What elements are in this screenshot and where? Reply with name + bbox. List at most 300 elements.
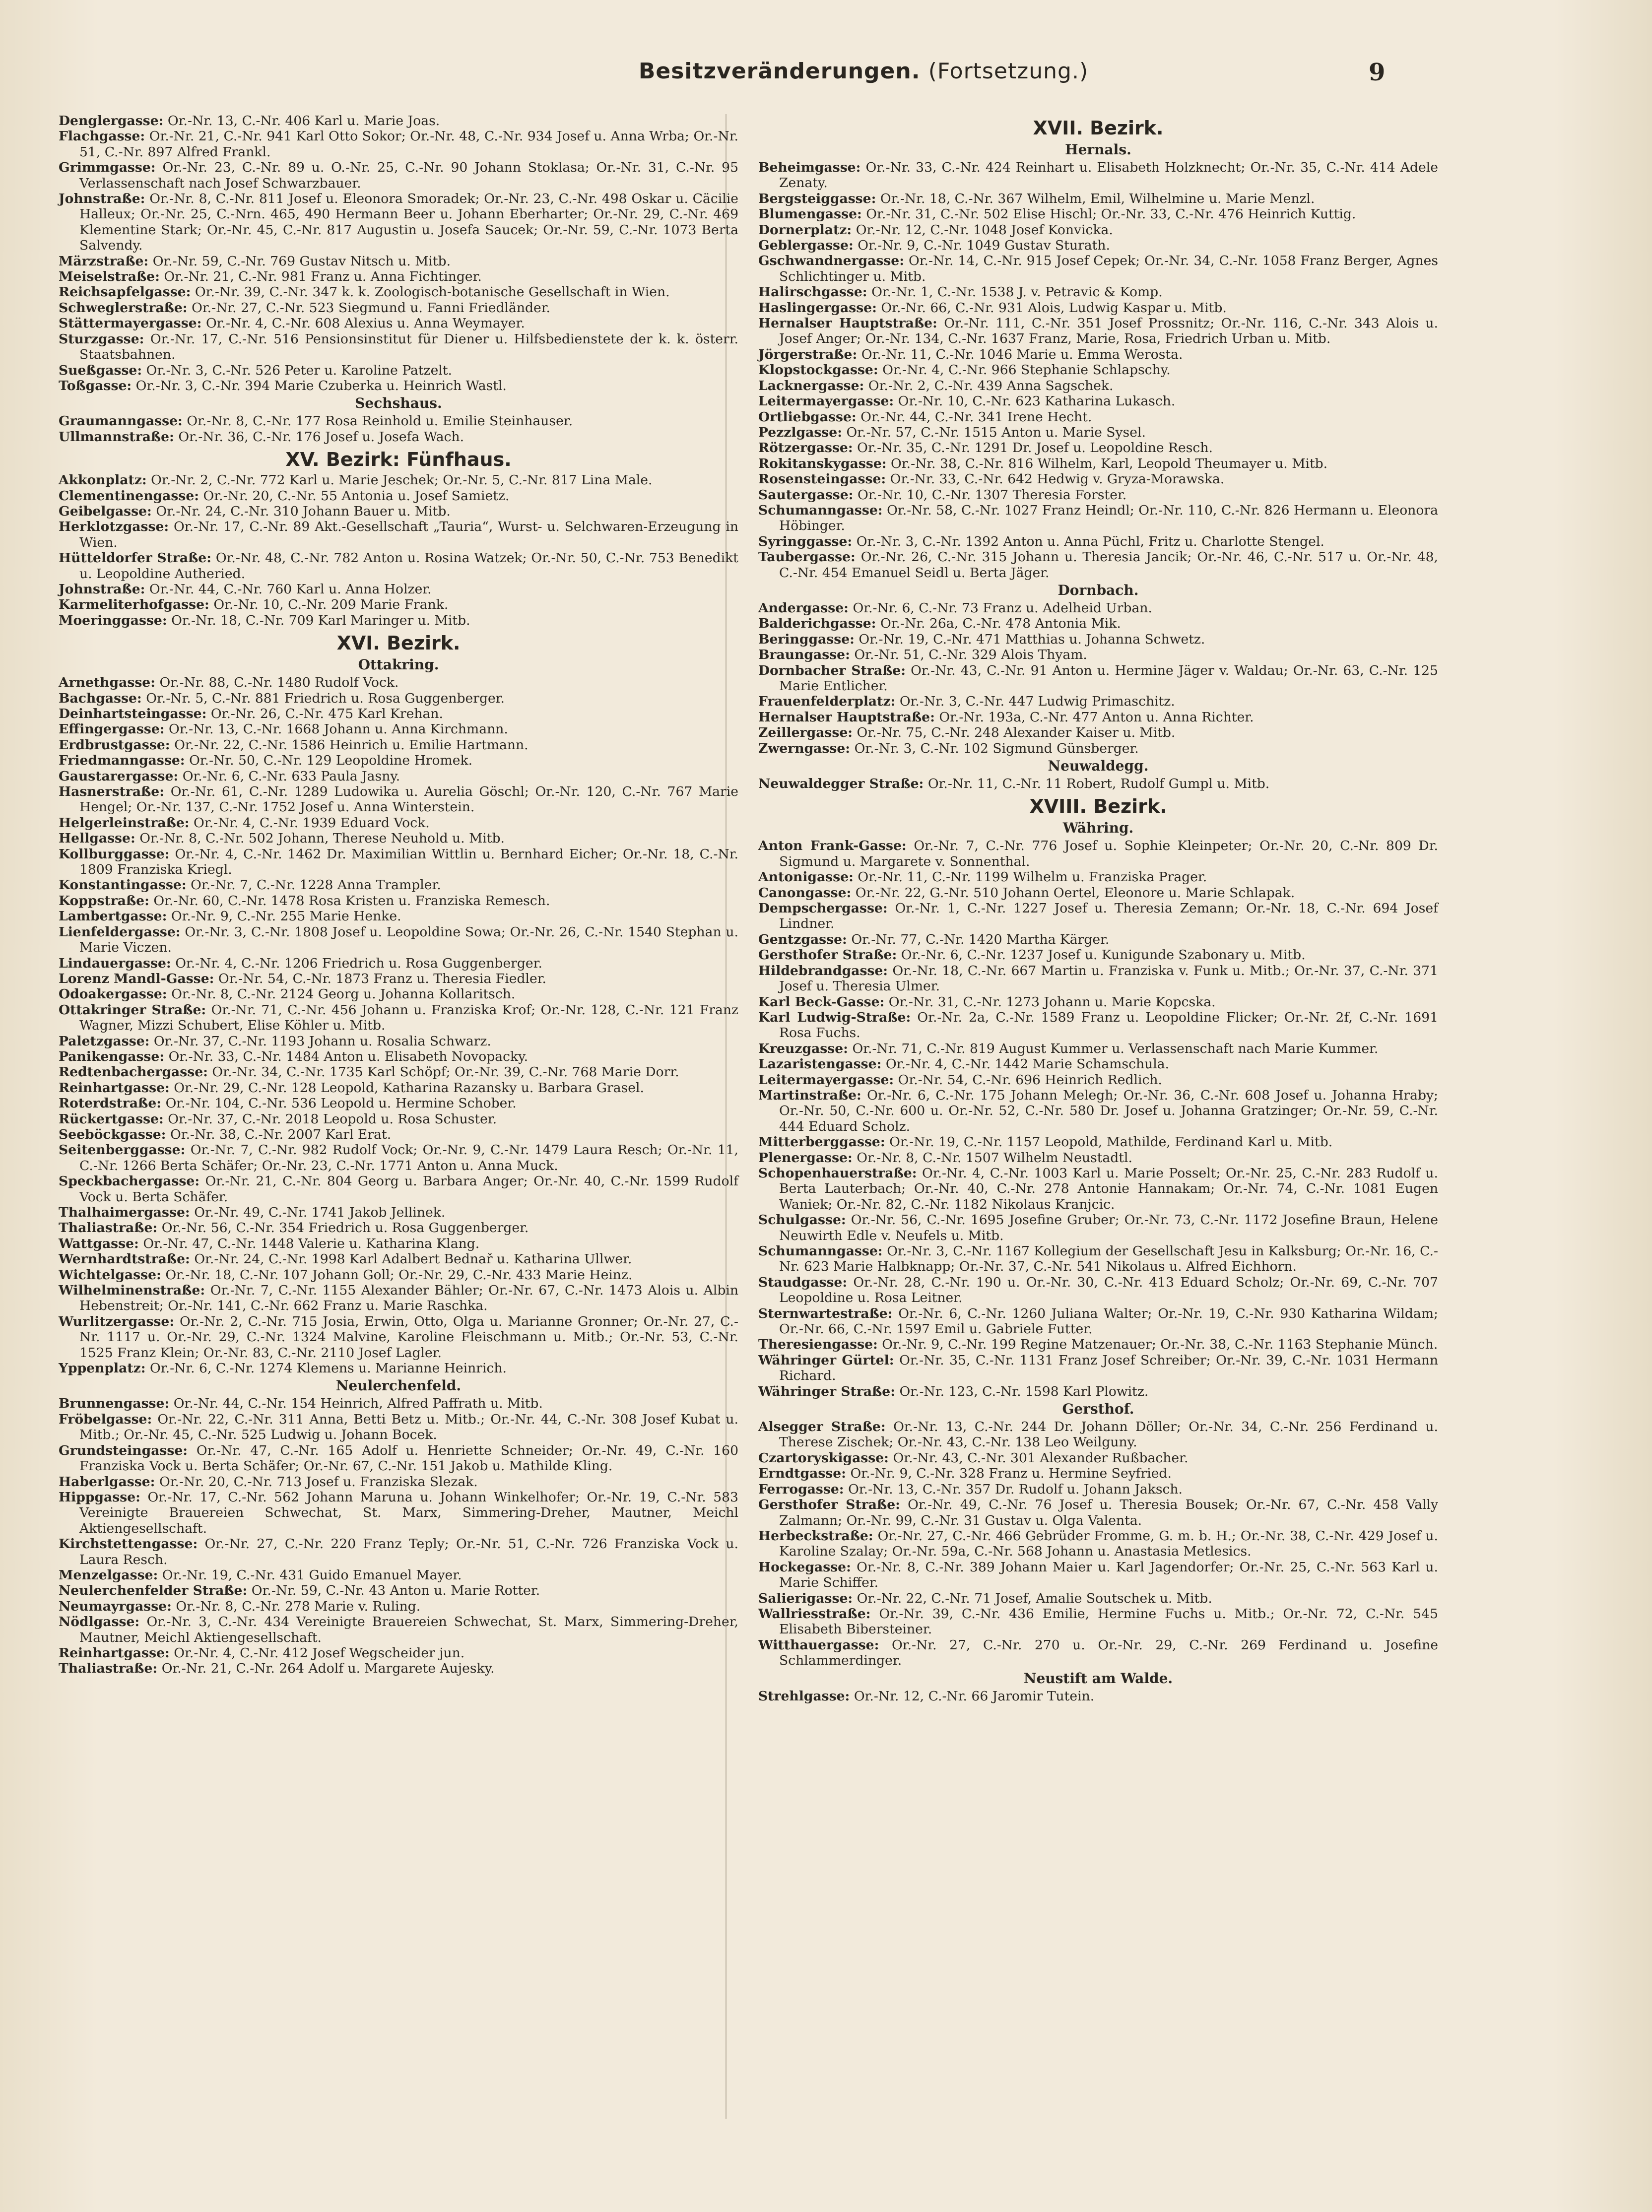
entry-text: Or.-Nr. 19, C.-Nr. 431 Guido Emanuel Mayer. — [162, 1567, 462, 1583]
street-name: Strehlgasse: — [758, 1688, 850, 1704]
property-entry — [758, 1482, 1438, 1497]
entry-text: Or.-Nr. 34, C.-Nr. 1735 Karl Schöpf; Or.-Nr. 39, C.-Nr. 768 Marie Dorr. — [212, 1064, 679, 1080]
entry-text: Or.-Nr. 38, C.-Nr. 2007 Karl Erat. — [170, 1126, 392, 1142]
property-entry — [758, 741, 1438, 756]
street-name: Wernhardtstraße: — [59, 1251, 190, 1267]
entry-text: Or.-Nr. 26, C.-Nr. 475 Karl Krehan. — [210, 706, 443, 721]
street-name: Lazaristengasse: — [758, 1056, 882, 1072]
entry-text: Or.-Nr. 37, C.-Nr. 1193 Johann u. Rosalia Schwarz. — [153, 1033, 491, 1049]
property-entry — [59, 129, 738, 160]
entry-text: Or.-Nr. 28, C.-Nr. 190 u. Or.-Nr. 30, C.-Nr. 413 Eduard Scholz; Or.-Nr. 69, C.-Nr. 707 Leopoldine u. Rosa Leitner. — [779, 1274, 1438, 1306]
entry-text: Or.-Nr. 8, C.-Nr. 2124 Georg u. Johanna Kollaritsch. — [171, 986, 516, 1002]
street-name: Salierigasse: — [758, 1590, 853, 1606]
property-entry — [758, 534, 1438, 549]
street-name: Herbeckstraße: — [758, 1528, 873, 1544]
property-entry — [758, 409, 1438, 425]
street-name: Panikengasse: — [59, 1048, 165, 1064]
street-name: Graumanngasse: — [59, 413, 183, 429]
title-main: Besitzveränderungen. — [638, 59, 921, 84]
property-entry — [59, 413, 738, 429]
entry-text: Or.-Nr. 48, C.-Nr. 782 Anton u. Rosina Watzek; Or.-Nr. 50, C.-Nr. 753 Benedikt u. Leopoldine Autheried. — [79, 550, 738, 582]
street-name: Bergsteiggasse: — [758, 191, 876, 206]
street-name: Anton Frank-Gasse: — [758, 838, 907, 854]
entry-text: Or.-Nr. 20, C.-Nr. 55 Antonia u. Josef Samietz. — [203, 488, 510, 504]
street-name: Balderichgasse: — [758, 616, 876, 632]
street-name: Grundsteingasse: — [59, 1442, 188, 1458]
street-name: Kirchstettengasse: — [59, 1536, 198, 1552]
property-entry — [59, 753, 738, 768]
street-name: Neumayrgasse: — [59, 1598, 172, 1614]
property-entry — [758, 1591, 1438, 1606]
property-entry — [758, 663, 1438, 694]
street-name: Friedmanngasse: — [59, 753, 185, 769]
property-entry — [758, 1419, 1438, 1450]
street-name: Grimmgasse: — [59, 160, 156, 176]
entry-text: Or.-Nr. 4, C.-Nr. 1462 Dr. Maximilian Wittlin u. Bernhard Eicher; Or.-Nr. 18, C.-Nr. 1809 Franziska Kriegl. — [79, 846, 738, 878]
property-entry — [59, 504, 738, 519]
entry-text: Or.-Nr. 54, C.-Nr. 696 Heinrich Redlich. — [898, 1072, 1162, 1088]
property-entry — [59, 1220, 738, 1236]
property-entry — [59, 597, 738, 612]
property-entry — [758, 1150, 1438, 1166]
property-entry — [59, 1645, 738, 1661]
subdistrict-heading: Dornbach. — [1057, 582, 1139, 598]
property-entry — [59, 986, 738, 1002]
entry-text: Or.-Nr. 18, C.-Nr. 107 Johann Goll; Or.-Nr. 29, C.-Nr. 433 Marie Heinz. — [165, 1267, 633, 1283]
entry-text: Or.-Nr. 18, C.-Nr. 367 Wilhelm, Emil, Wilhelmine u. Marie Menzl. — [880, 191, 1315, 206]
entry-text: Or.-Nr. 35, C.-Nr. 1131 Franz Josef Schreiber; Or.-Nr. 39, C.-Nr. 1031 Hermann Richard. — [779, 1352, 1438, 1384]
entry-text: Or.-Nr. 17, C.-Nr. 516 Pensionsinstitut für Diener u. Hilfsbedienstete der k. k. österr. Staatsbahnen. — [79, 331, 738, 363]
street-name: Kollburggasse: — [59, 846, 170, 862]
property-entry — [758, 1010, 1438, 1041]
property-entry — [59, 846, 738, 878]
entry-text: Or.-Nr. 44, C.-Nr. 154 Heinrich, Alfred Paffrath u. Mitb. — [173, 1396, 543, 1412]
street-name: Paletzgasse: — [59, 1033, 150, 1049]
entry-text: Or.-Nr. 27, C.-Nr. 466 Gebrüder Fromme, G. m. b. H.; Or.-Nr. 38, C.-Nr. 429 Josef u. Karoline Szalay; Or.-Nr. 59a, C.-Nr. 568 Johann u. Anastasia Metlesics. — [779, 1528, 1438, 1560]
property-entry — [59, 1661, 738, 1676]
district-heading: XV. Bezirk: Fünfhaus. — [285, 449, 512, 471]
street-name: Schweglerstraße: — [59, 300, 188, 316]
entry-text: Or.-Nr. 4, C.-Nr. 1003 Karl u. Marie Posselt; Or.-Nr. 25, C.-Nr. 283 Rudolf u. Berta Lauterbach; Or.-Nr. 40, C.-Nr. 278 Antonie Hannakam; Or.-Nr. 74, C.-Nr. 1081 Eugen Waniek; Or.-Nr. 82, C.-Nr. 1182 Nikolaus Kranjcic. — [779, 1165, 1438, 1212]
entry-text: Or.-Nr. 33, C.-Nr. 424 Reinhart u. Elisabeth Holzknecht; Or.-Nr. 35, C.-Nr. 414 Adele Zenaty. — [779, 160, 1438, 191]
entry-text: Or.-Nr. 58, C.-Nr. 1027 Franz Heindl; Or.-Nr. 110, C.-Nr. 826 Hermann u. Eleonora Höbinger. — [779, 502, 1438, 534]
property-entry — [59, 1080, 738, 1096]
property-entry — [758, 1497, 1438, 1528]
property-entry — [758, 1134, 1438, 1150]
property-entry — [59, 191, 738, 254]
street-name: Czartoryskigasse: — [758, 1450, 889, 1466]
property-entry — [59, 831, 738, 846]
entry-text: Or.-Nr. 193a, C.-Nr. 477 Anton u. Anna Richter. — [939, 709, 1254, 725]
street-name: Sautergasse: — [758, 487, 854, 503]
entry-text: Or.-Nr. 75, C.-Nr. 248 Alexander Kaiser u. Mitb. — [857, 725, 1176, 741]
entry-text: Or.-Nr. 18, C.-Nr. 667 Martin u. Franziska v. Funk u. Mitb.; Or.-Nr. 37, C.-Nr. 371 Josef u. Theresia Ulmer. — [779, 963, 1438, 994]
entry-text: Or.-Nr. 71, C.-Nr. 819 August Kummer u. Verlassenschaft nach Marie Kummer. — [852, 1041, 1379, 1056]
entry-text: Or.-Nr. 27, C.-Nr. 523 Siegmund u. Fanni Friedländer. — [192, 300, 550, 316]
property-entry — [758, 725, 1438, 740]
entry-text: Or.-Nr. 3, C.-Nr. 394 Marie Czuberka u. Heinrich Wastl. — [135, 378, 507, 393]
property-entry — [758, 994, 1438, 1010]
street-name: Dornbacher Straße: — [758, 662, 906, 678]
entry-text: Or.-Nr. 3, C.-Nr. 1392 Anton u. Anna Püchl, Fritz u. Charlotte Stengel. — [856, 533, 1324, 549]
property-entry — [59, 160, 738, 191]
entry-text: Or.-Nr. 13, C.-Nr. 1668 Johann u. Anna Kirchmann. — [169, 721, 508, 737]
entry-text: Or.-Nr. 88, C.-Nr. 1480 Rudolf Vock. — [159, 675, 399, 691]
subdistrict-heading: Sechshaus. — [355, 395, 442, 412]
street-name: Gaustarergasse: — [59, 768, 179, 784]
entry-text: Or.-Nr. 22, C.-Nr. 71 Josef, Amalie Soutschek u. Mitb. — [857, 1590, 1212, 1606]
property-entry — [758, 1689, 1438, 1704]
entry-text: Or.-Nr. 6, C.-Nr. 1274 Klemens u. Marianne Heinrich. — [150, 1361, 507, 1376]
street-name: Neuwaldegger Straße: — [758, 776, 924, 792]
property-entry — [59, 1361, 738, 1376]
title-continuation: (Fortsetzung.) — [928, 59, 1089, 84]
entry-text: Or.-Nr. 61, C.-Nr. 1289 Ludowika u. Aurelia Göschl; Or.-Nr. 120, C.-Nr. 767 Marie Hengel; Or.-Nr. 137, C.-Nr. 1752 Josef u. Anna Winterstein. — [79, 784, 738, 815]
street-name: Gersthofer Straße: — [758, 947, 897, 963]
street-name: Blumengasse: — [758, 206, 862, 222]
property-entry — [758, 1353, 1438, 1384]
entry-text: Or.-Nr. 57, C.-Nr. 1515 Anton u. Marie Sysel. — [846, 424, 1146, 440]
property-entry — [59, 1173, 738, 1205]
entry-text: Or.-Nr. 19, C.-Nr. 471 Matthias u. Johanna Schwetz. — [859, 631, 1205, 647]
street-name: Zeillergasse: — [758, 725, 853, 741]
street-name: Erdbrustgasse: — [59, 737, 170, 753]
entry-text: Or.-Nr. 33, C.-Nr. 1484 Anton u. Elisabeth Novopacky. — [168, 1048, 529, 1064]
property-entry — [59, 1236, 738, 1251]
street-name: Stättermayergasse: — [59, 316, 202, 331]
property-entry — [59, 331, 738, 363]
property-entry — [59, 1002, 738, 1034]
property-entry — [758, 947, 1438, 963]
street-name: Wichtelgasse: — [59, 1267, 161, 1283]
entry-text: Or.-Nr. 10, C.-Nr. 1307 Theresia Forster. — [857, 487, 1127, 503]
entry-text: Or.-Nr. 17, C.-Nr. 89 Akt.-Gesellschaft „Tauria“, Wurst- u. Selchwaren-Erzeugung in Wien. — [79, 519, 738, 550]
property-entry — [59, 893, 738, 909]
property-entry — [59, 1599, 738, 1614]
street-name: Währinger Gürtel: — [758, 1352, 894, 1368]
entry-text: Or.-Nr. 8, C.-Nr. 177 Rosa Reinhold u. Emilie Steinhauser. — [187, 413, 573, 429]
property-entry — [758, 1056, 1438, 1072]
entry-text: Or.-Nr. 4, C.-Nr. 966 Stephanie Schlapschy. — [882, 362, 1171, 378]
entry-text: Or.-Nr. 6, C.-Nr. 633 Paula Jasny. — [182, 768, 400, 784]
entry-text: Or.-Nr. 24, C.-Nr. 1998 Karl Adalbert Bednař u. Katharina Ullwer. — [194, 1251, 632, 1267]
entry-text: Or.-Nr. 1, C.-Nr. 1227 Josef u. Theresia Zemann; Or.-Nr. 18, C.-Nr. 694 Josef Lindner. — [779, 901, 1438, 932]
street-name: Antonigasse: — [758, 869, 854, 885]
entry-text: Or.-Nr. 36, C.-Nr. 176 Josef u. Josefa Wach. — [178, 429, 464, 445]
property-entry — [59, 1396, 738, 1411]
street-name: Wattgasse: — [59, 1236, 139, 1251]
entry-text: Or.-Nr. 66, C.-Nr. 931 Alois, Ludwig Kaspar u. Mitb. — [881, 300, 1227, 316]
property-entry — [758, 300, 1438, 316]
entry-text: Or.-Nr. 2a, C.-Nr. 1589 Franz u. Leopoldine Flicker; Or.-Nr. 2f, C.-Nr. 1691 Rosa Fuchs. — [779, 1009, 1438, 1041]
entry-text: Or.-Nr. 26, C.-Nr. 315 Johann u. Theresia Jancik; Or.-Nr. 46, C.-Nr. 517 u. Or.-Nr. 48, C.-Nr. 454 Emanuel Seidl u. Berta Jäger. — [779, 549, 1438, 581]
property-entry — [758, 1306, 1438, 1337]
street-name: Dempschergasse: — [758, 901, 888, 916]
property-entry — [758, 1384, 1438, 1399]
street-name: Schumanngasse: — [758, 1243, 883, 1259]
street-name: Beringgasse: — [758, 631, 855, 647]
entry-text: Or.-Nr. 54, C.-Nr. 1873 Franz u. Theresia Fiedler. — [218, 971, 546, 986]
entry-text: Or.-Nr. 27, C.-Nr. 270 u. Or.-Nr. 29, C.-Nr. 269 Ferdinand u. Josefine Schlammerdinger. — [779, 1637, 1438, 1669]
street-name: Jörgerstraße: — [758, 346, 858, 362]
street-name: Lindauergasse: — [59, 955, 171, 971]
property-entry — [59, 472, 738, 488]
entry-text: Or.-Nr. 49, C.-Nr. 76 Josef u. Theresia Bousek; Or.-Nr. 67, C.-Nr. 458 Vally Zalmann; Or.-Nr. 99, C.-Nr. 31 Gustav u. Olga Valenta. — [779, 1497, 1438, 1528]
property-entry — [59, 877, 738, 893]
entry-text: Or.-Nr. 12, C.-Nr. 1048 Josef Konvicka. — [856, 222, 1113, 238]
property-entry — [59, 1034, 738, 1049]
street-name: Redtenbachergasse: — [59, 1064, 208, 1080]
entry-text: Or.-Nr. 5, C.-Nr. 881 Friedrich u. Rosa Guggenberger. — [146, 690, 505, 706]
entry-text: Or.-Nr. 50, C.-Nr. 129 Leopoldine Hromek. — [189, 753, 473, 769]
property-entry — [59, 1314, 738, 1361]
entry-text: Or.-Nr. 47, C.-Nr. 1448 Valerie u. Katharina Klang. — [143, 1236, 480, 1251]
property-entry — [59, 269, 738, 284]
property-entry — [758, 206, 1438, 222]
entry-text: Or.-Nr. 14, C.-Nr. 915 Josef Cepek; Or.-Nr. 34, C.-Nr. 1058 Franz Berger, Agnes Schlichtinger u. Mitb. — [779, 253, 1438, 284]
street-name: Deinhartsteingasse: — [59, 706, 207, 721]
entry-text: Or.-Nr. 44, C.-Nr. 760 Karl u. Anna Holzer. — [149, 581, 432, 597]
entry-text: Or.-Nr. 38, C.-Nr. 816 Wilhelm, Karl, Leopold Theumayer u. Mitb. — [891, 455, 1328, 471]
entry-text: Or.-Nr. 71, C.-Nr. 456 Johann u. Franziska Krof; Or.-Nr. 128, C.-Nr. 121 Franz Wagner, Mizzi Schubert, Elise Köhler u. Mitb. — [79, 1002, 738, 1034]
street-name: Lorenz Mandl-Gasse: — [59, 971, 214, 986]
street-name: Fröbelgasse: — [59, 1411, 152, 1427]
property-entry — [59, 784, 738, 815]
street-name: Plenergasse: — [758, 1150, 853, 1166]
street-name: Sternwartestraße: — [758, 1305, 893, 1321]
entry-text: Or.-Nr. 10, C.-Nr. 623 Katharina Lukasch. — [898, 393, 1176, 409]
property-entry — [758, 238, 1438, 253]
subdistrict-heading: Neulerchenfeld. — [335, 1377, 462, 1394]
property-entry — [758, 1528, 1438, 1560]
entry-text: Or.-Nr. 2, C.-Nr. 772 Karl u. Marie Jeschek; Or.-Nr. 5, C.-Nr. 817 Lina Male. — [151, 472, 653, 488]
street-name: Hernalser Hauptstraße: — [758, 316, 937, 331]
street-name: Halirschgasse: — [758, 284, 867, 300]
street-name: Speckbachergasse: — [59, 1173, 200, 1189]
entry-text: Or.-Nr. 22, C.-Nr. 311 Anna, Betti Betz u. Mitb.; Or.-Nr. 44, C.-Nr. 308 Josef Kubat u. Mitb.; Or.-Nr. 45, C.-Nr. 525 Ludwig u. Johann Bocek. — [79, 1411, 738, 1443]
entry-text: Or.-Nr. 4, C.-Nr. 1206 Friedrich u. Rosa Guggenberger. — [175, 955, 542, 971]
property-entry — [758, 549, 1438, 581]
street-name: Johnstraße: — [59, 581, 145, 597]
entry-text: Or.-Nr. 56, C.-Nr. 354 Friedrich u. Rosa Guggenberger. — [161, 1220, 529, 1236]
street-name: Bachgasse: — [59, 690, 142, 706]
entry-text: Or.-Nr. 4, C.-Nr. 1442 Marie Schamschula. — [885, 1056, 1170, 1072]
street-name: Gersthofer Straße: — [758, 1497, 900, 1513]
entry-text: Or.-Nr. 13, C.-Nr. 357 Dr. Rudolf u. Johann Jaksch. — [848, 1481, 1183, 1497]
street-name: Helgerleinstraße: — [59, 815, 190, 831]
entry-text: Or.-Nr. 31, C.-Nr. 502 Elise Hischl; Or.-Nr. 33, C.-Nr. 476 Heinrich Kuttig. — [866, 206, 1356, 222]
street-name: Hasnerstraße: — [59, 784, 165, 800]
entry-text: Or.-Nr. 51, C.-Nr. 329 Alois Thyam. — [854, 647, 1087, 663]
entry-text: Or.-Nr. 37, C.-Nr. 2018 Leopold u. Rosa Schuster. — [168, 1111, 497, 1127]
entry-text: Or.-Nr. 60, C.-Nr. 1478 Rosa Kristen u. Franziska Remesch. — [153, 893, 550, 909]
property-entry — [758, 616, 1438, 631]
entry-text: Or.-Nr. 9, C.-Nr. 328 Franz u. Hermine Seyfried. — [850, 1466, 1172, 1482]
property-entry — [758, 710, 1438, 725]
street-name: Koppstraße: — [59, 893, 149, 909]
street-name: Andergasse: — [758, 600, 849, 616]
property-entry — [758, 600, 1438, 616]
entry-text: Or.-Nr. 11, C.-Nr. 11 Robert, Rudolf Gumpl u. Mitb. — [927, 776, 1270, 792]
property-entry — [758, 425, 1438, 440]
district-heading: XVIII. Bezirk. — [1029, 795, 1167, 818]
property-entry — [758, 838, 1438, 869]
entry-text: Or.-Nr. 22, G.-Nr. 510 Johann Oertel, Eleonore u. Marie Schlapak. — [855, 885, 1295, 901]
property-entry — [59, 1205, 738, 1220]
entry-text: Or.-Nr. 7, C.-Nr. 1155 Alexander Bähler; Or.-Nr. 67, C.-Nr. 1473 Alois u. Albin Hebenstreit; Or.-Nr. 141, C.-Nr. 662 Franz u. Marie Raschka. — [79, 1283, 738, 1314]
property-entry — [59, 1536, 738, 1567]
subdistrict-heading: Neustift am Walde. — [1023, 1670, 1173, 1687]
entry-text: Or.-Nr. 24, C.-Nr. 310 Johann Bauer u. Mitb. — [156, 503, 451, 519]
property-entry — [758, 1275, 1438, 1306]
entry-text: Or.-Nr. 35, C.-Nr. 1291 Dr. Josef u. Leopoldine Resch. — [857, 440, 1213, 456]
street-name: Reinhartgasse: — [59, 1080, 170, 1096]
street-name: Rötzergasse: — [758, 440, 853, 456]
street-name: Meiselstraße: — [59, 269, 160, 285]
property-entry — [758, 362, 1438, 378]
entry-text: Or.-Nr. 26a, C.-Nr. 478 Antonia Mik. — [880, 616, 1121, 632]
street-name: Sturzgasse: — [59, 331, 144, 347]
entry-text: Or.-Nr. 7, C.-Nr. 1228 Anna Trampler. — [191, 877, 441, 893]
property-entry — [758, 222, 1438, 238]
property-entry — [758, 632, 1438, 647]
property-entry — [758, 1041, 1438, 1056]
entry-text: Or.-Nr. 2, C.-Nr. 715 Josia, Erwin, Otto, Olga u. Marianne Gronner; Or.-Nr. 27, C.-Nr. 1117 u. Or.-Nr. 29, C.-Nr. 1324 Malvine, Karoline Fleischmann u. Mitb.; Or.-Nr. 53, C.-Nr. 1525 Franz Klein; Or.-Nr. 83, C.-Nr. 2110 Josef Lagler. — [79, 1313, 738, 1361]
district-heading: XVI. Bezirk. — [336, 632, 461, 654]
property-entry — [758, 1088, 1438, 1134]
property-entry — [758, 284, 1438, 300]
property-entry — [59, 363, 738, 378]
property-entry — [758, 393, 1438, 409]
street-name: Hernalser Hauptstraße: — [758, 709, 935, 725]
street-name: Alsegger Straße: — [758, 1419, 886, 1435]
street-name: Karl Ludwig-Straße: — [758, 1009, 911, 1025]
entry-text: Or.-Nr. 8, C.-Nr. 502 Johann, Therese Neuhold u. Mitb. — [139, 831, 505, 846]
property-entry — [59, 519, 738, 550]
street-name: Reinhartgasse: — [59, 1645, 170, 1661]
property-entry — [758, 1243, 1438, 1275]
street-name: Rokitanskygasse: — [758, 455, 887, 471]
street-name: Effingergasse: — [59, 721, 165, 737]
property-entry — [758, 1166, 1438, 1212]
entry-text: Or.-Nr. 49, C.-Nr. 1741 Jakob Jellinek. — [194, 1205, 446, 1220]
entry-text: Or.-Nr. 39, C.-Nr. 347 k. k. Zoologisch-botanische Gesellschaft in Wien. — [195, 284, 670, 300]
property-entry — [758, 1072, 1438, 1088]
entry-text: Or.-Nr. 123, C.-Nr. 1598 Karl Plowitz. — [899, 1383, 1149, 1399]
street-name: Hütteldorfer Straße: — [59, 550, 212, 566]
street-name: Neulerchenfelder Straße: — [59, 1583, 248, 1599]
street-name: Leitermayergasse: — [758, 1072, 894, 1088]
street-name: Hippgasse: — [59, 1489, 140, 1505]
property-entry — [758, 471, 1438, 487]
property-entry — [59, 550, 738, 582]
property-entry — [758, 191, 1438, 206]
property-entry — [59, 429, 738, 445]
entry-text: Or.-Nr. 8, C.-Nr. 1507 Wilhelm Neustadtl. — [857, 1150, 1132, 1166]
street-name: Reichsapfelgasse: — [59, 284, 191, 300]
subdistrict-heading: Währing. — [1062, 820, 1134, 837]
property-entry — [758, 901, 1438, 932]
street-name: Lacknergasse: — [758, 378, 864, 393]
entry-text: Or.-Nr. 33, C.-Nr. 642 Hedwig v. Gryza-Morawska. — [890, 471, 1225, 487]
street-name: Theresiengasse: — [758, 1337, 878, 1353]
property-entry — [59, 737, 738, 753]
entry-text: Or.-Nr. 4, C.-Nr. 608 Alexius u. Anna Weymayer. — [205, 316, 525, 331]
entry-text: Or.-Nr. 4, C.-Nr. 412 Josef Wegscheider jun. — [174, 1645, 465, 1661]
property-entry — [758, 869, 1438, 885]
property-entry — [758, 776, 1438, 791]
property-entry — [59, 1142, 738, 1173]
entry-text: Or.-Nr. 3, C.-Nr. 1808 Josef u. Leopoldine Sowa; Or.-Nr. 26, C.-Nr. 1540 Stephan u. Marie Viczen. — [79, 924, 738, 956]
property-entry — [758, 647, 1438, 662]
property-entry — [59, 1443, 738, 1474]
street-name: Witthauergasse: — [758, 1637, 879, 1653]
entry-text: Or.-Nr. 23, C.-Nr. 89 u. O.-Nr. 25, C.-Nr. 90 Johann Stoklasa; Or.-Nr. 31, C.-Nr. 95 Verlassenschaft nach Josef Schwarzbauer. — [79, 160, 738, 191]
property-entry — [758, 932, 1438, 947]
street-name: Haberlgasse: — [59, 1474, 155, 1490]
property-entry — [59, 1049, 738, 1064]
property-entry — [59, 769, 738, 784]
property-entry — [758, 316, 1438, 347]
property-entry — [758, 503, 1438, 534]
property-entry — [59, 613, 738, 628]
property-entry — [758, 253, 1438, 284]
street-name: Leitermayergasse: — [758, 393, 894, 409]
property-entry — [59, 924, 738, 956]
street-name: Sueßgasse: — [59, 362, 142, 378]
entry-text: Or.-Nr. 8, C.-Nr. 811 Josef u. Eleonora Smoradek; Or.-Nr. 23, C.-Nr. 498 Oskar u. Cäcilie Halleux; Or.-Nr. 25, C.-Nrn. 465, 490 Hermann Beer u. Johann Eberharter; Or.-Nr. 29, C.-Nr. 469 Klementine Stark; Or.-Nr. 45, C.-Nr. 817 Augustin u. Josefa Saucek; Or.-Nr. 59, C.-Nr. 1073 Berta Salvendy. — [79, 191, 738, 254]
entry-text: Or.-Nr. 7, C.-Nr. 982 Rudolf Vock; Or.-Nr. 9, C.-Nr. 1479 Laura Resch; Or.-Nr. 11, C.-Nr. 1266 Berta Schäfer; Or.-Nr. 23, C.-Nr. 1771 Anton u. Anna Muck. — [79, 1142, 738, 1173]
entry-text: Or.-Nr. 59, C.-Nr. 43 Anton u. Marie Rotter. — [251, 1583, 540, 1599]
street-name: Seeböckgasse: — [59, 1126, 166, 1142]
street-name: Johnstraße: — [59, 191, 145, 207]
entry-text: Or.-Nr. 9, C.-Nr. 255 Marie Henke. — [171, 909, 401, 924]
entry-text: Or.-Nr. 8, C.-Nr. 389 Johann Maier u. Karl Jagendorfer; Or.-Nr. 25, C.-Nr. 563 Karl u. Marie Schiffer. — [779, 1559, 1438, 1591]
entry-text: Or.-Nr. 18, C.-Nr. 709 Karl Maringer u. Mitb. — [171, 612, 470, 628]
street-name: Beheimgasse: — [758, 160, 861, 175]
property-entry — [59, 113, 738, 129]
property-entry — [59, 1251, 738, 1267]
property-entry — [59, 284, 738, 300]
street-name: Hildebrandgasse: — [758, 963, 888, 978]
property-entry — [59, 721, 738, 737]
property-entry — [59, 815, 738, 831]
street-name: Roterdstraße: — [59, 1096, 162, 1111]
entry-text: Or.-Nr. 20, C.-Nr. 713 Josef u. Franziska Slezak. — [159, 1474, 478, 1490]
property-entry — [758, 1466, 1438, 1481]
left-column — [59, 113, 738, 1677]
property-entry — [758, 1212, 1438, 1243]
subdistrict-heading: Neuwaldegg. — [1048, 758, 1149, 775]
street-name: Moeringgasse: — [59, 612, 167, 628]
entry-text: Or.-Nr. 9, C.-Nr. 1049 Gustav Sturath. — [858, 238, 1110, 254]
entry-text: Or.-Nr. 12, C.-Nr. 66 Jaromir Tutein. — [854, 1688, 1095, 1704]
entry-text: Or.-Nr. 17, C.-Nr. 562 Johann Maruna u. Johann Winkelhofer; Or.-Nr. 19, C.-Nr. 583 Vereinigte Brauereien Schwechat, St. Marx, Simmering-Dreher, Mautner, Meichl Aktiengesellschaft. — [79, 1489, 738, 1536]
entry-text: Or.-Nr. 43, C.-Nr. 301 Alexander Rußbacher. — [893, 1450, 1189, 1466]
street-name: Wilhelminenstraße: — [59, 1283, 205, 1299]
street-name: Kreuzgasse: — [758, 1041, 848, 1056]
entry-text: Or.-Nr. 21, C.-Nr. 264 Adolf u. Margarete Aujesky. — [161, 1661, 495, 1677]
street-name: Yppenplatz: — [59, 1361, 146, 1376]
property-entry — [59, 316, 738, 331]
street-name: Geblergasse: — [758, 238, 854, 254]
street-name: Gschwandnergasse: — [758, 253, 905, 269]
entry-text: Or.-Nr. 3, C.-Nr. 1167 Kollegium der Gesellschaft Jesu in Kalksburg; Or.-Nr. 16, C.-Nr. 623 Marie Halbknapp; Or.-Nr. 37, C.-Nr. 541 Nikolaus u. Alfred Eichhorn. — [779, 1243, 1438, 1275]
street-name: Klopstockgasse: — [758, 362, 878, 378]
property-entry — [758, 1337, 1438, 1352]
entry-text: Or.-Nr. 111, C.-Nr. 351 Josef Prossnitz; Or.-Nr. 116, C.-Nr. 343 Alois u. Josef Anger; Or.-Nr. 134, C.-Nr. 1637 Franz, Marie, Rosa, Friedrich Urban u. Mitb. — [779, 316, 1438, 347]
street-name: Schumanngasse: — [758, 502, 883, 518]
